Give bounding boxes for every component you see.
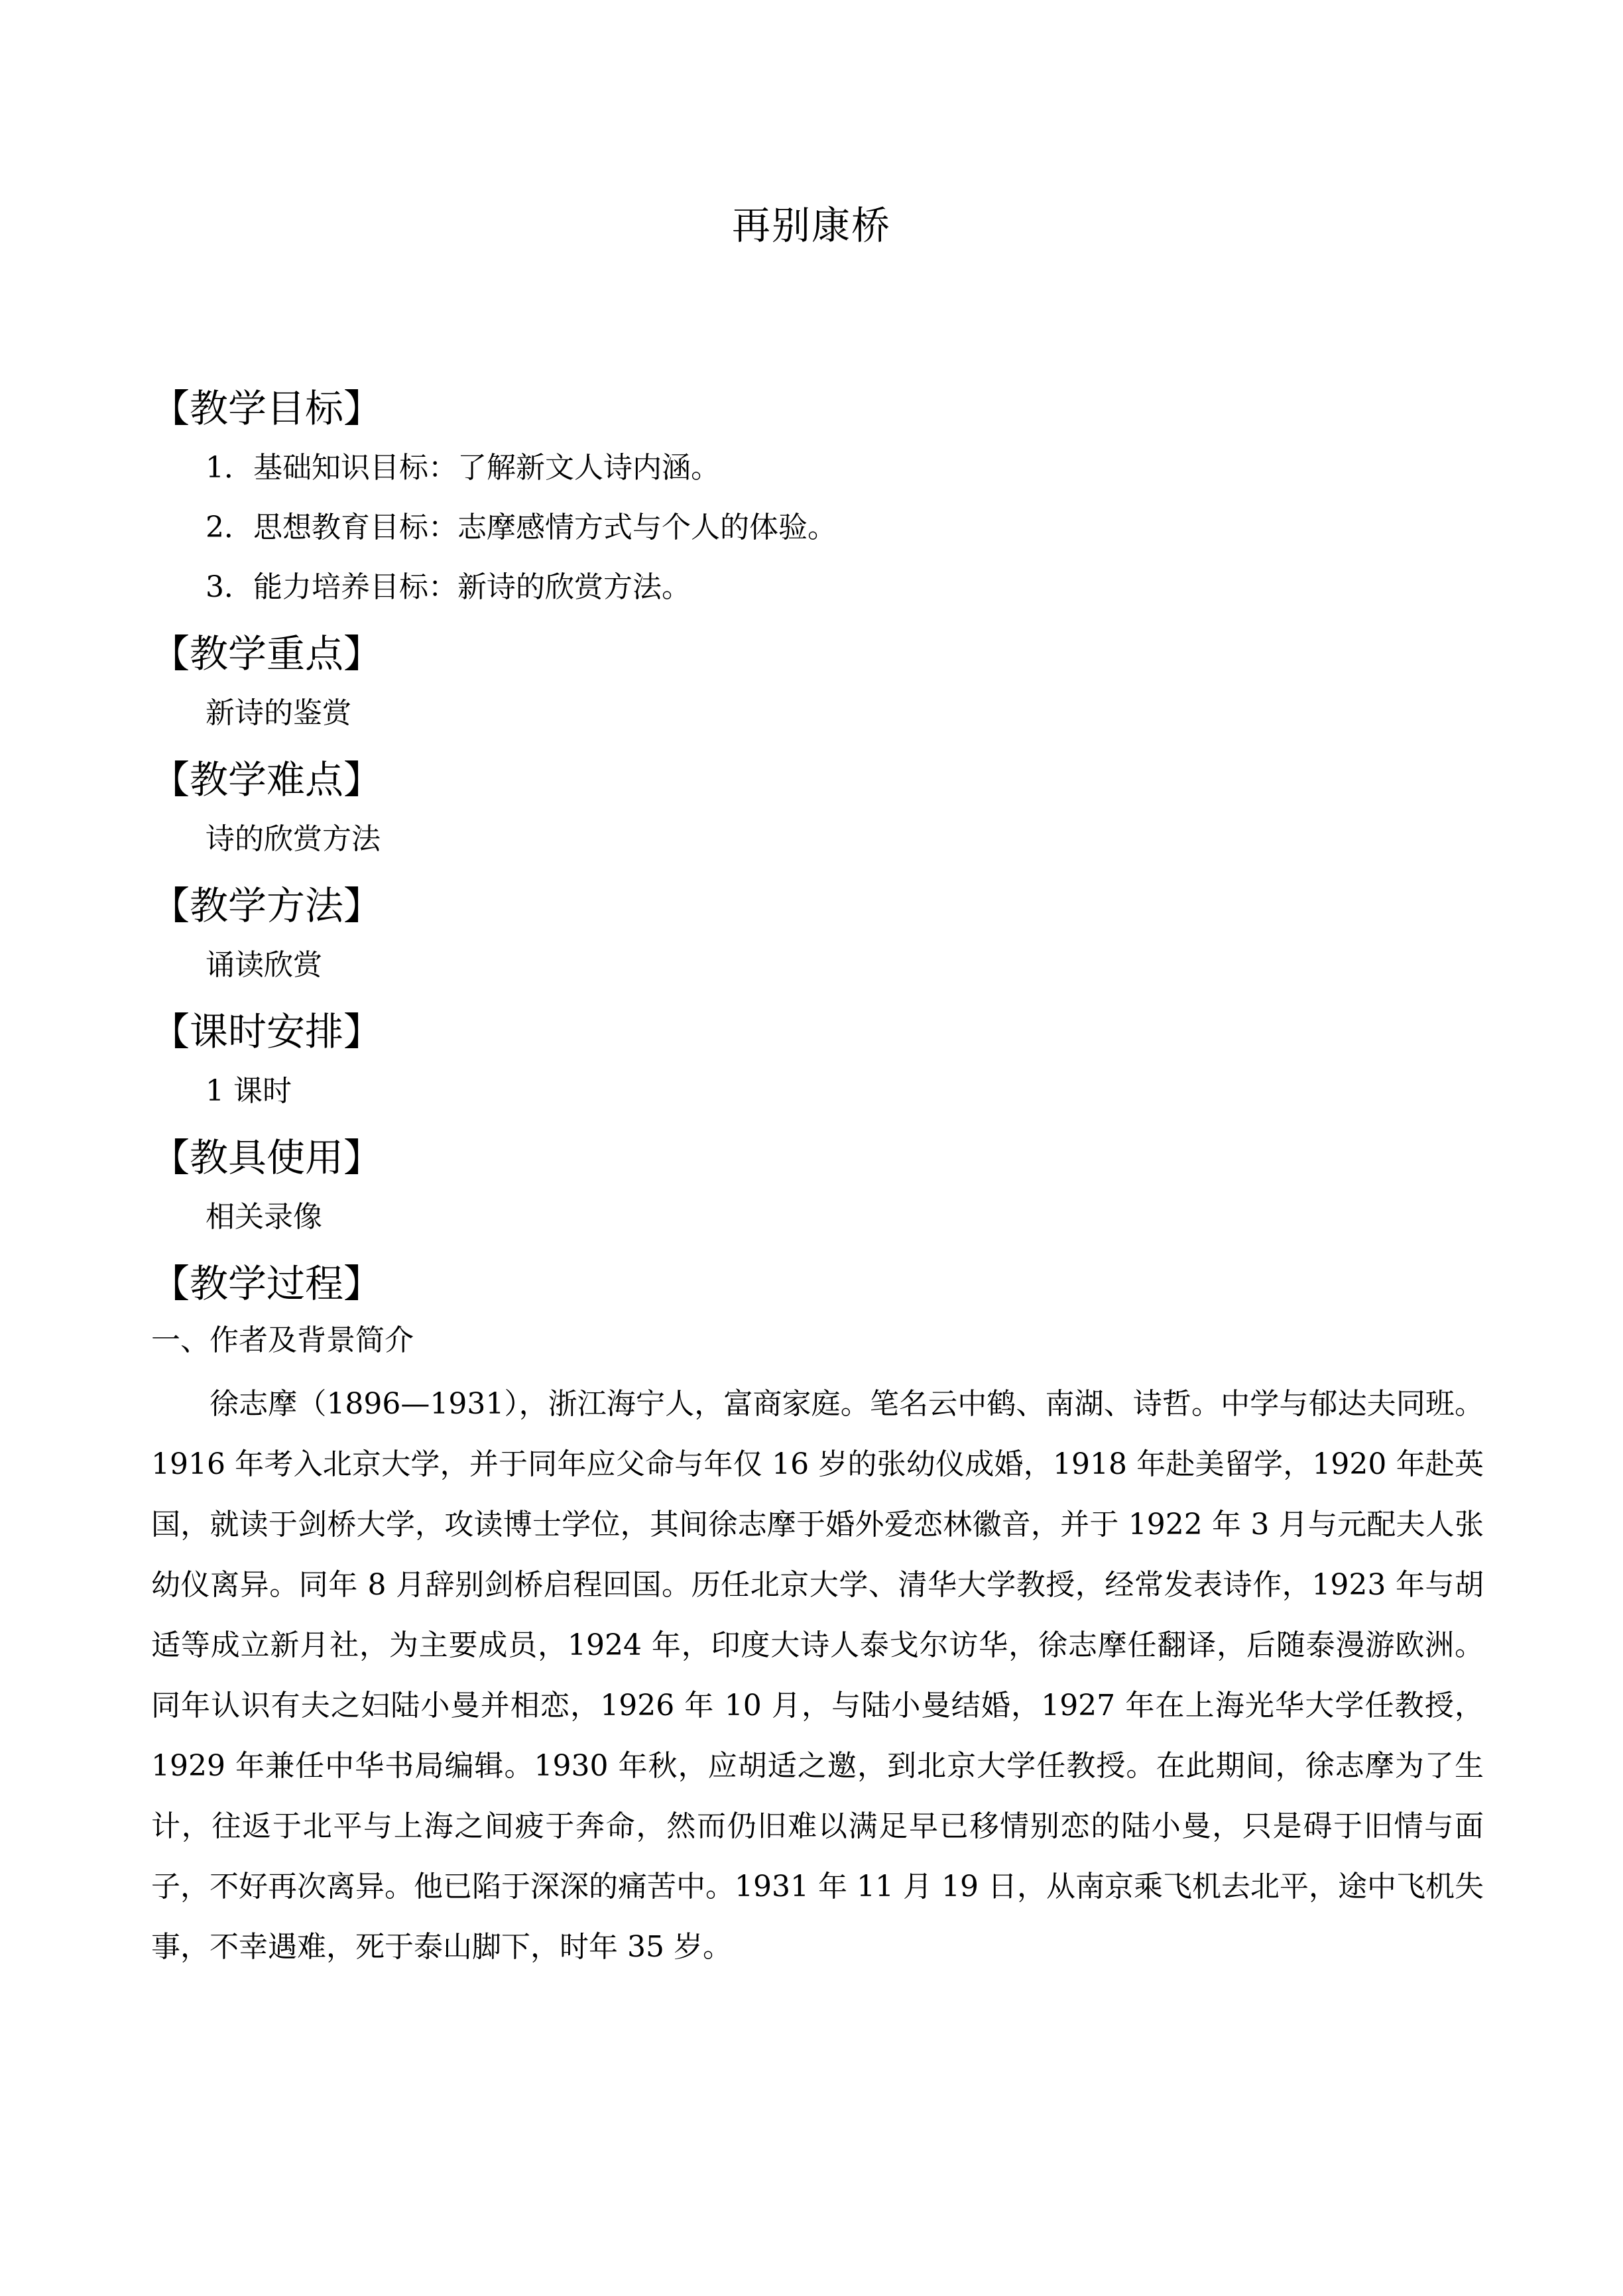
schedule-text: 1 课时	[206, 1074, 292, 1108]
process-subsection-title: 一、作者及背景简介	[151, 1323, 414, 1357]
author-background-paragraph: 徐志摩（1896—1931），浙江海宁人，富商家庭。笔名云中鹤、南湖、诗哲。中学与郁达夫同班。1916 年考入北京大学，并于同年应父命与年仅 16 岁的张幼仪成婚，1918 年赴美留学，1920 年赴英国，就读于剑桥大学，攻读博士学位，其间徐志摩于婚外爱恋林徽音，并于 1922 年 3 月与元配夫人张幼仪离异。同年 8 月辞别剑桥启程回国。历任北京大学、清华大学教授，经常发表诗作，1923 年与胡适等成立新月社，为主要成员，1924 年，印度大诗人泰戈尔访华，徐志摩任翻译，后随泰漫游欧洲。同年认识有夫之妇陆小曼并相恋，1926 年 10 月，与陆小曼结婚，1927 年在上海光华大学任教授，1929 年兼任中华书局编辑。1930 年秋，应胡适之邀，到北京大学任教授。在此期间，徐志摩为了生计，往返于北平与上海之间疲于奔命，然而仍旧难以满足早已移情别恋的陆小曼，只是碍于旧情与面子，不好再次离异。他已陷于深深的痛苦中。1931 年 11 月 19 日，从南京乘飞机去北平，途中飞机失事，不幸遇难，死于泰山脚下，时年 35 岁。	[151, 1387, 1484, 1964]
difficulties-section	[151, 753, 1484, 859]
objective-item: 2．思想教育目标：志摩感情方式与个人的体验。	[206, 511, 837, 544]
document-body	[151, 382, 1484, 1977]
schedule-section	[151, 1005, 1484, 1111]
key-points-heading: 【教学重点】	[151, 631, 383, 676]
methods-section	[151, 879, 1484, 985]
process-heading: 【教学过程】	[151, 1261, 383, 1306]
tools-section	[151, 1131, 1484, 1237]
schedule-heading: 【课时安排】	[151, 1009, 383, 1054]
difficulties-text: 诗的欣赏方法	[206, 822, 381, 856]
teaching-objectives-heading: 【教学目标】	[151, 386, 383, 431]
process-section	[151, 1257, 1484, 1977]
document-title: 再别康桥	[731, 203, 891, 248]
tools-text: 相关录像	[206, 1200, 322, 1234]
methods-heading: 【教学方法】	[151, 883, 383, 928]
tools-heading: 【教具使用】	[151, 1135, 383, 1180]
objective-item: 1．基础知识目标：了解新文人诗内涵。	[206, 451, 720, 485]
difficulties-heading: 【教学难点】	[151, 757, 383, 802]
teaching-objectives-section	[151, 382, 1484, 607]
key-points-section	[151, 627, 1484, 733]
methods-text: 诵读欣赏	[206, 948, 322, 982]
objective-item: 3．能力培养目标：新诗的欣赏方法。	[206, 570, 691, 604]
key-points-text: 新诗的鉴赏	[206, 696, 351, 730]
